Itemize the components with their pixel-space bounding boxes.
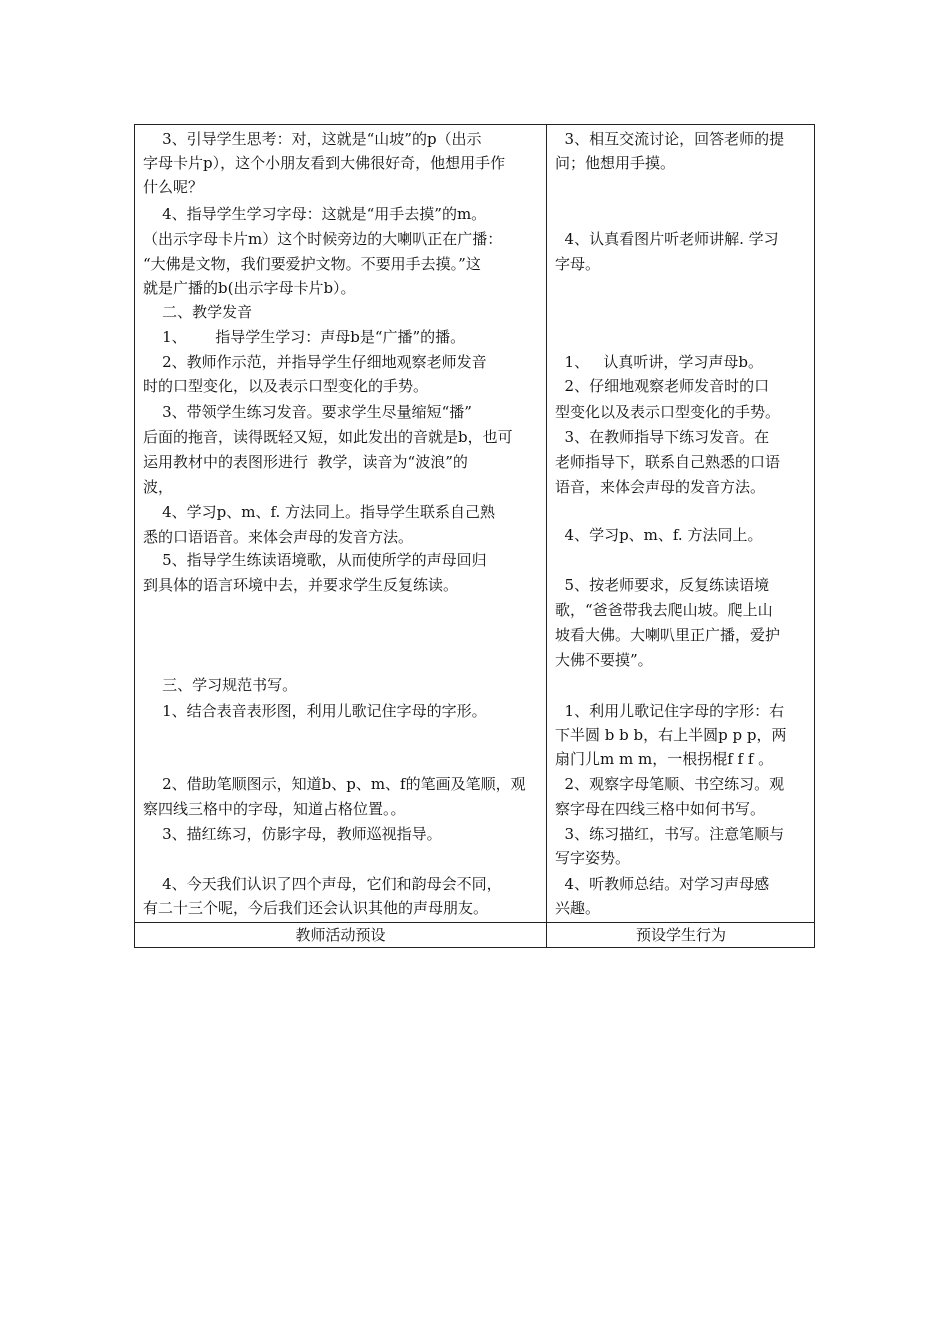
student-line: 4、学习p、m、f. 方法同上。 (555, 526, 763, 544)
teacher-line: 1、结合表音表形图，利用儿歌记住字母的字形。 (143, 702, 487, 720)
teacher-line: 4、今天我们认识了四个声母，它们和韵母会不同， (143, 875, 502, 893)
student-line: 5、按老师要求，反复练读语境 (555, 576, 770, 594)
teacher-line: 3、带领学生练习发音。要求学生尽量缩短“播” (143, 403, 472, 421)
student-line: 3、练习描红，书写。注意笔顺与 (555, 825, 785, 843)
student-line: 1、利用儿歌记住字母的字形：右 (555, 702, 785, 720)
teacher-column-heading: 教师活动预设 (295, 926, 386, 944)
teacher-line: 三、学习规范书写。 (143, 676, 298, 694)
student-line: 4、听教师总结。对学习声母感 (555, 875, 770, 893)
student-line: 字母。 (555, 255, 601, 273)
student-line: 语音，来体会声母的发音方法。 (555, 478, 766, 496)
teacher-line: 悉的口语语音。来体会声母的发音方法。 (143, 528, 414, 546)
teacher-line: 1、 指导学生学习：声母b是“广播”的播。 (143, 328, 466, 346)
student-line: 3、在教师指导下练习发音。在 (555, 428, 770, 446)
student-line: 兴趣。 (555, 899, 601, 917)
teacher-line: 就是广播的b(出示字母卡片b）。 (143, 279, 356, 297)
teacher-line: “大佛是文物，我们要爱护文物。不要用手去摸。”这 (143, 255, 481, 273)
teacher-line: 后面的拖音，读得既轻又短，如此发出的音就是b，也可 (143, 428, 513, 446)
student-line: 问；他想用手摸。 (555, 154, 676, 172)
student-line: 下半圆 b b b，右上半圆p p p，两 (555, 726, 787, 744)
student-line: 大佛不要摸”。 (555, 651, 653, 669)
student-column-heading: 预设学生行为 (635, 926, 726, 944)
student-line: 2、仔细地观察老师发音时的口 (555, 377, 770, 395)
teacher-line: 4、指导学生学习字母：这就是“用手去摸”的m。 (143, 205, 487, 223)
student-line: 歌，“爸爸带我去爬山坡。爬上山 (555, 601, 773, 619)
teacher-line: 运用教材中的表图形进行 教学，读音为“波浪”的 (143, 453, 468, 471)
lesson-plan-table (134, 124, 815, 948)
teacher-line: 字母卡片p），这个小朋友看到大佛很好奇，他想用手作 (143, 154, 506, 172)
student-line: 3、相互交流讨论，回答老师的提 (555, 130, 785, 148)
student-line: 老师指导下，联系自己熟悉的口语 (555, 453, 781, 471)
teacher-line: 4、学习p、m、f. 方法同上。指导学生联系自己熟 (143, 503, 495, 521)
column-divider (546, 125, 547, 947)
teacher-line: 波， (143, 478, 174, 496)
student-line: 写字姿势。 (555, 849, 631, 867)
teacher-line: 5、指导学生练读语境歌，从而使所学的声母回归 (143, 551, 487, 569)
teacher-line: 3、引导学生思考：对，这就是“山坡”的p（出示 (143, 130, 482, 148)
teacher-line: 察四线三格中的字母，知道占格位置。。 (143, 800, 406, 818)
student-line: 察字母在四线三格中如何书写。 (555, 800, 766, 818)
teacher-line: 时的口型变化，以及表示口型变化的手势。 (143, 377, 429, 395)
teacher-line: 到具体的语言环境中去，并要求学生反复练读。 (143, 576, 459, 594)
teacher-line: 有二十三个呢，今后我们还会认识其他的声母朋友。 (143, 899, 489, 917)
student-line: 4、认真看图片听老师讲解. 学习 (555, 230, 779, 248)
student-line: 坡看大佛。大喇叭里正广播，爱护 (555, 626, 781, 644)
teacher-line: 2、教师作示范，并指导学生仔细地观察老师发音 (143, 353, 487, 371)
teacher-line: 二、教学发音 (143, 303, 253, 321)
teacher-line: （出示字母卡片m）这个时候旁边的大喇叭正在广播： (143, 230, 503, 248)
student-line: 2、观察字母笔顺、书空练习。观 (555, 775, 785, 793)
teacher-line: 什么呢？ (143, 178, 204, 196)
student-line: 1、 认真听讲，学习声母b。 (555, 353, 763, 371)
teacher-line: 2、借助笔顺图示，知道b、p、m、f的笔画及笔顺，观 (143, 775, 526, 793)
student-line: 扇门儿m m m，一根拐棍f f f 。 (555, 750, 774, 768)
student-line: 型变化以及表示口型变化的手势。 (555, 403, 781, 421)
teacher-line: 3、描红练习，仿影字母，教师巡视指导。 (143, 825, 442, 843)
